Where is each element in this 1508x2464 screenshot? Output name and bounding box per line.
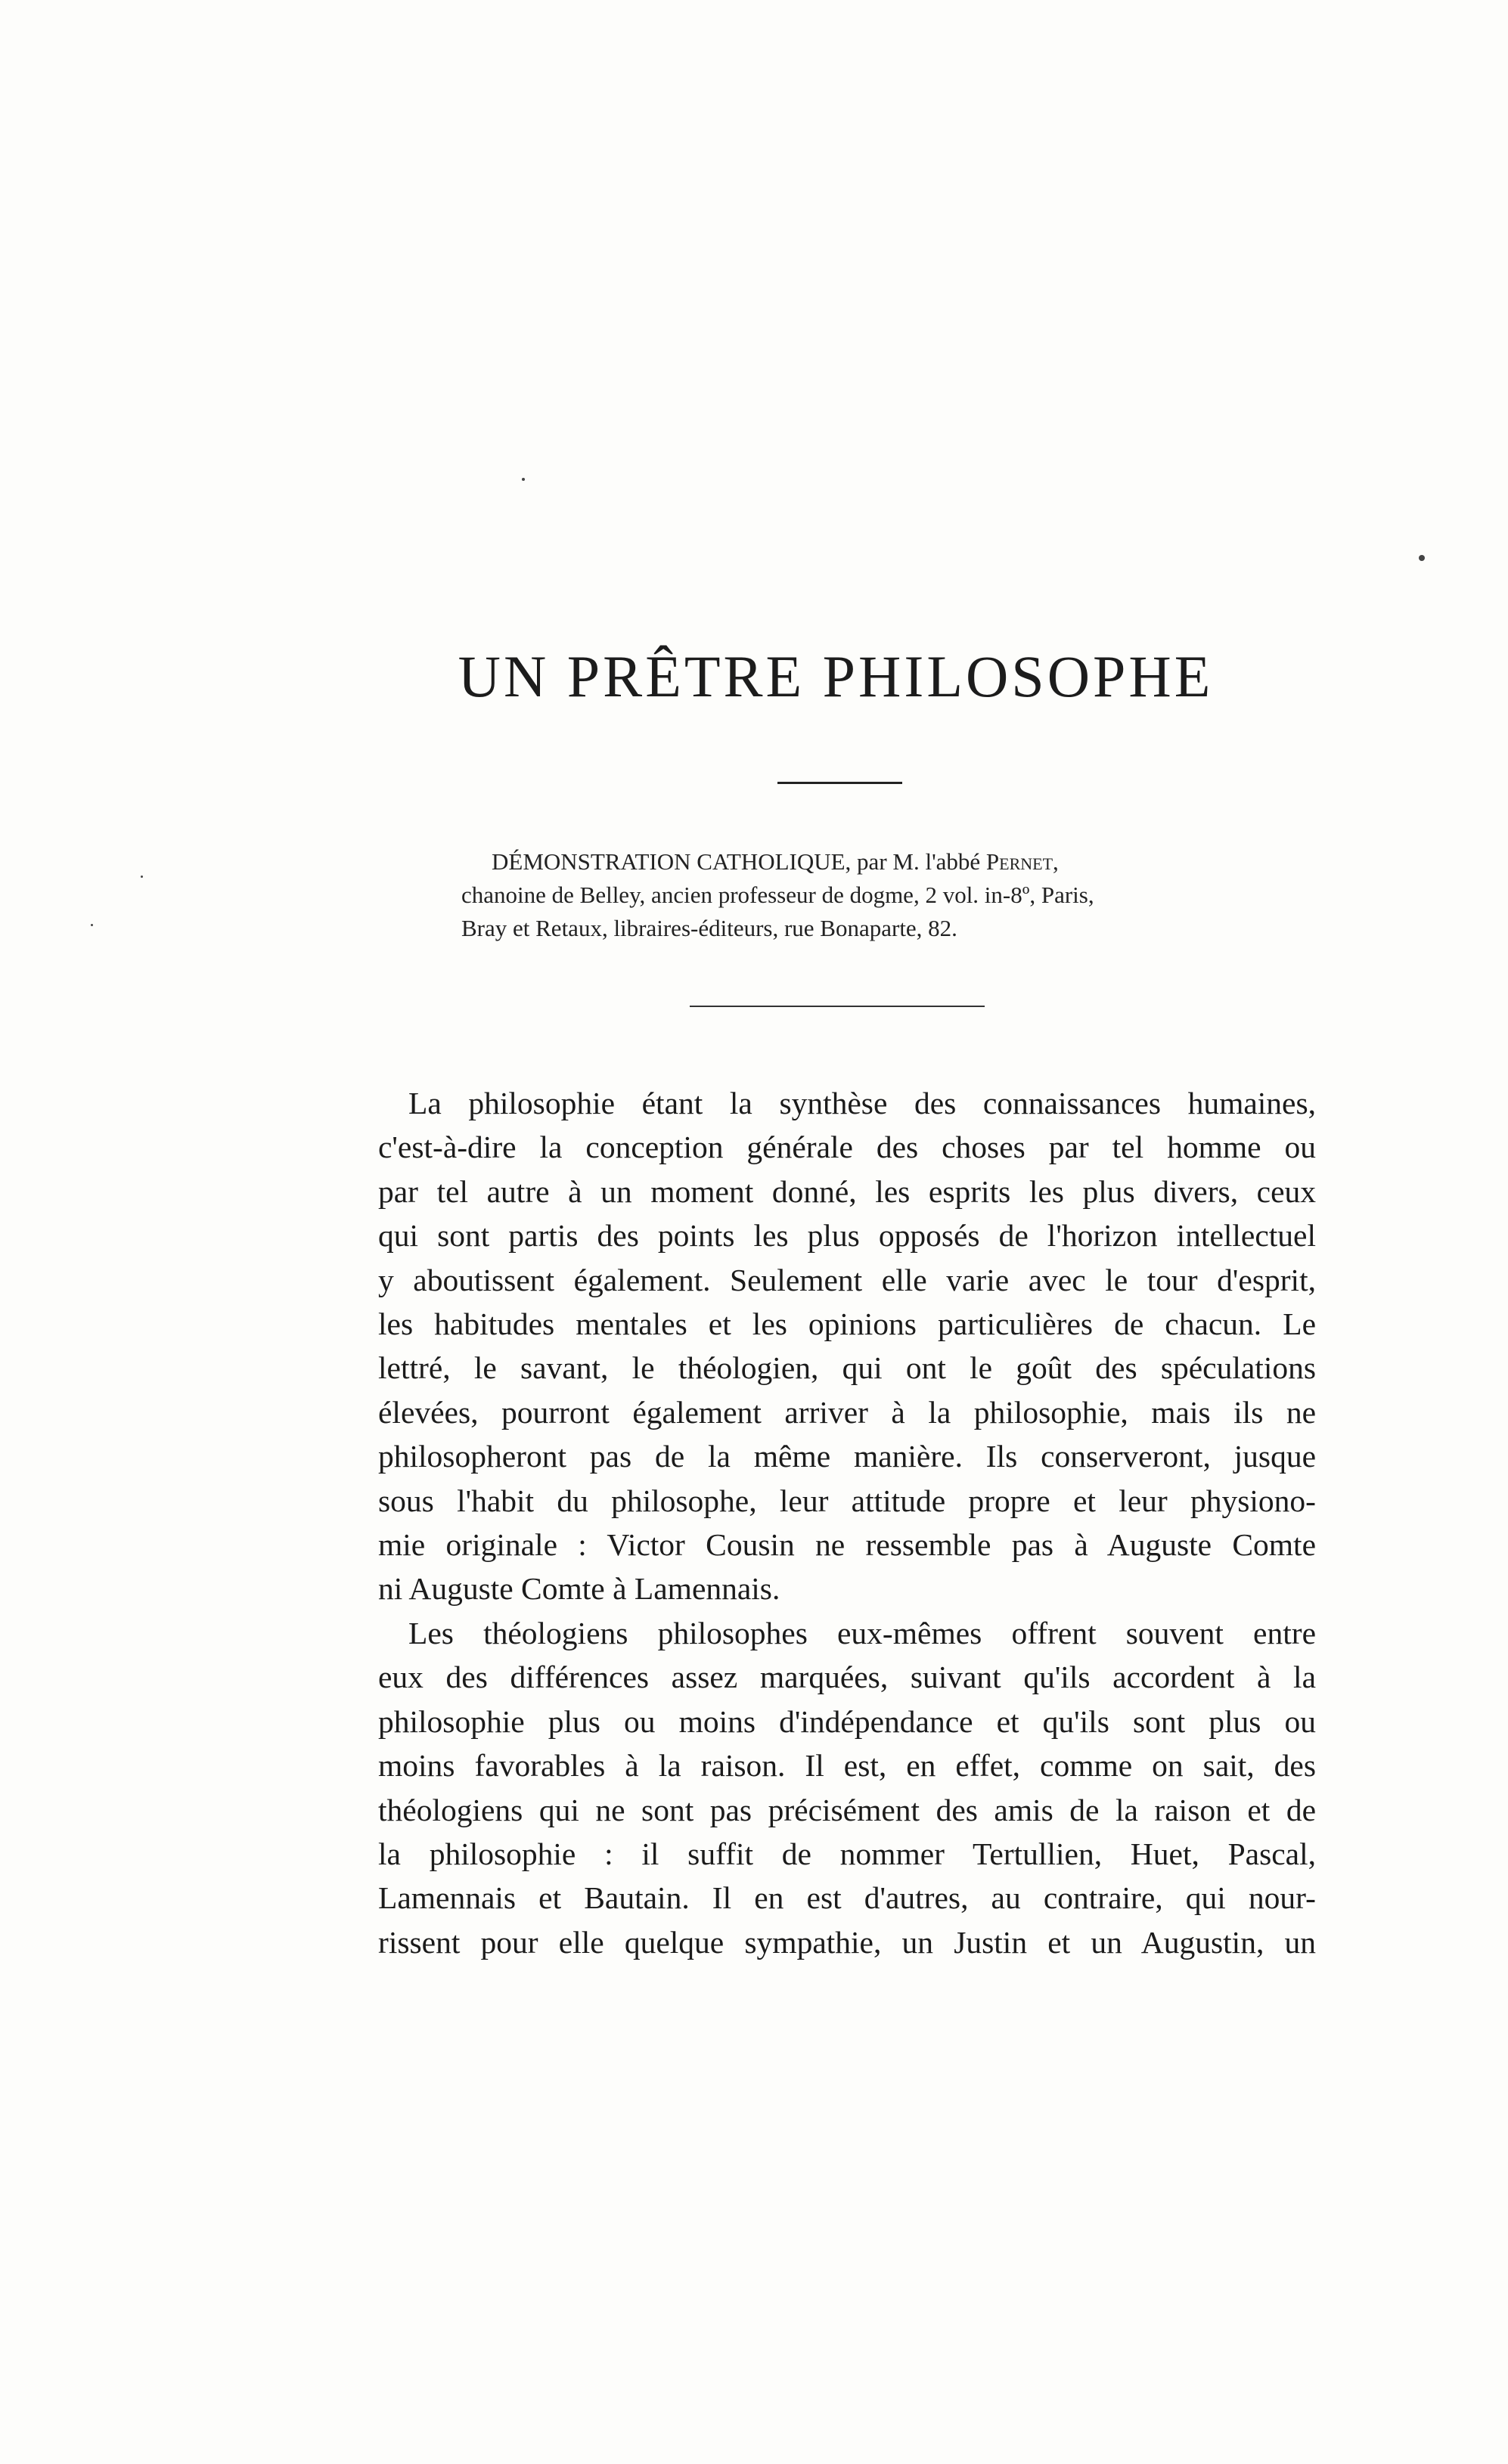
text-line: sous l'habit du philosophe, leur attitude propre et leur physiono- [378, 1483, 1316, 1518]
text-line: qui sont partis des points les plus opposés de l'horizon intellectuel [378, 1218, 1316, 1254]
text-line: moins favorables à la raison. Il est, en effet, comme on sait, des [378, 1748, 1316, 1784]
citation-divider [690, 1006, 985, 1007]
text-line: mie originale : Victor Cousin ne ressemble pas à Auguste Comte [378, 1527, 1316, 1563]
paragraph-1 [378, 1081, 1316, 1611]
text-line: Lamennais et Bautain. Il en est d'autres, au contraire, qui nour- [378, 1880, 1316, 1916]
text-line: par tel autre à un moment donné, les esprits les plus divers, ceux [378, 1173, 1316, 1209]
text-line: élevées, pourront également arriver à la philosophie, mais ils ne [378, 1394, 1316, 1430]
text-line: Les théologiens philosophes eux-mêmes offrent souvent entre [408, 1615, 1316, 1650]
citation-author: Pernet, [985, 848, 1059, 875]
text-line: c'est-à-dire la conception générale des choses par tel homme ou [378, 1130, 1316, 1165]
paragraph-2 [378, 1611, 1316, 1964]
scan-speck [1419, 555, 1425, 561]
scan-speck [91, 924, 93, 926]
text-line: philosopheront pas de la même manière. Ils conserveront, jusque [378, 1439, 1316, 1474]
text-line: la philosophie : il suffit de nommer Tertullien, Huet, Pascal, [378, 1836, 1316, 1871]
text-line: lettré, le savant, le théologien, qui ont le goût des spéculations [378, 1350, 1316, 1386]
citation-line-2: chanoine de Belley, ancien professeur de dogme, 2 vol. in-8º, Paris, [461, 882, 1094, 908]
scan-speck [141, 876, 143, 878]
text-line: philosophie plus ou moins d'indépendance et qu'ils sont plus ou [378, 1703, 1316, 1739]
text-line: les habitudes mentales et les opinions particulières de chacun. Le [378, 1306, 1316, 1342]
text-line: ni Auguste Comte à Lamennais. [378, 1571, 780, 1607]
text-line: y aboutissent également. Seulement elle varie avec le tour d'esprit, [378, 1262, 1316, 1297]
text-line: eux des différences assez marquées, suivant qu'ils accordent à la [378, 1660, 1316, 1695]
title-divider [777, 782, 902, 784]
text-line: rissent pour elle quelque sympathie, un Justin et un Augustin, un [378, 1924, 1316, 1960]
text-line: théologiens qui ne sont pas précisément des amis de la raison et de [378, 1792, 1316, 1827]
book-citation [461, 845, 1255, 945]
scan-speck [522, 478, 525, 481]
citation-line-3: Bray et Retaux, libraires-éditeurs, rue Bonaparte, 82. [461, 915, 957, 941]
article-title: UN PRÊTRE PHILOSOPHE [458, 643, 1214, 709]
article-body [378, 1081, 1316, 1964]
citation-title: DÉMONSTRATION CATHOLIQUE, par M. l'abbé [492, 848, 986, 875]
citation-line-1 [461, 845, 1255, 879]
text-line: La philosophie étant la synthèse des connaissances humaines, [408, 1086, 1316, 1120]
